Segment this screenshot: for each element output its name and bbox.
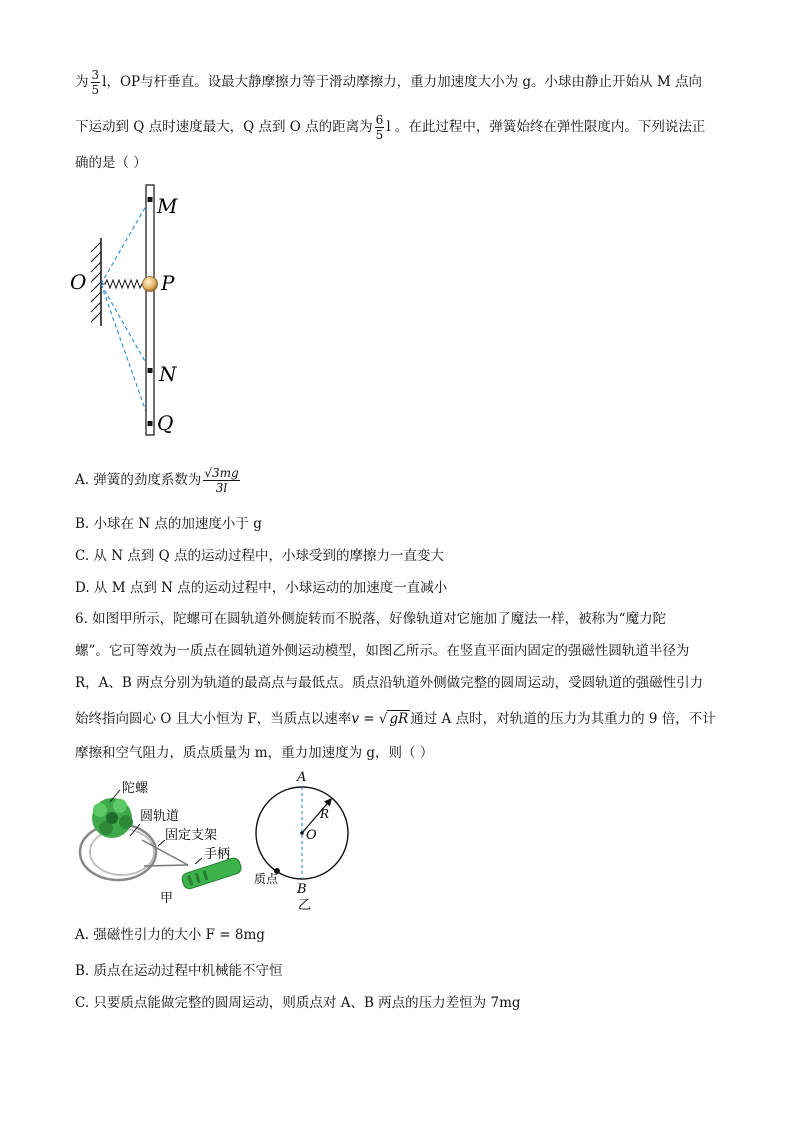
q5-option-c: C. 从 N 点到 Q 点的运动过程中，小球受到的摩擦力一直变大 (75, 548, 444, 564)
label-r: R (320, 807, 330, 821)
caption-yi: 乙 (298, 898, 312, 913)
sqrt-gr: √ gR (378, 711, 409, 727)
figure-yi-circle-track (250, 765, 370, 915)
wall-hatch (91, 242, 101, 322)
label-q: Q (157, 411, 174, 435)
spring (101, 280, 145, 288)
label-o: O (70, 270, 87, 294)
rod (146, 185, 154, 435)
label-gyro: 陀螺 (122, 781, 149, 796)
q6-option-b: B. 质点在运动过程中机械能不守恒 (75, 963, 283, 979)
q6-line-3: R，A、B 两点分别为轨道的最高点与最低点。质点沿轨道外侧做完整的圆周运动，受圆轨道的强磁性引力 (75, 675, 704, 691)
figure-jia-magic-gyro (70, 780, 260, 910)
q6-option-c: C. 只要质点能做完整的圆周运动，则质点对 A、B 两点的压力差恒为 7mg (75, 995, 521, 1011)
q5-text: l 。在此过程中，弹簧始终在弹性限度内。下列说法正 (386, 119, 706, 135)
ring-inner (90, 829, 154, 875)
label-mass-point: 质点 (254, 872, 279, 886)
q5-line-2 (75, 113, 734, 142)
fraction-3-5: $\frac{3}{5}$ (91, 68, 100, 97)
q6-line-4: 始终指向圆心 O 且大小恒为 F，当质点以速率v = √ gR 通过 A 点时，对轨道的压力为其重力的 9 倍，不计 (75, 711, 716, 727)
label-n: N (159, 362, 177, 386)
center-point (300, 831, 304, 835)
bracket (142, 840, 188, 865)
q5-option-a: A. 弹簧的劲度系数为 $\frac{√3mg}{3l}$ (75, 466, 239, 495)
marker-q (148, 421, 153, 426)
q5-text: l，OP与杆垂直。设最大静摩擦力等于滑动摩擦力，重力加速度大小为 g。小球由静止开始从 M 点向 (102, 74, 702, 90)
q6-line-1: 6. 如图甲所示，陀螺可在圆轨道外侧旋转而不脱落，好像轨道对它施加了魔法一样，被称为“魔力陀 (75, 611, 667, 627)
marker-n (148, 368, 153, 373)
ball (143, 277, 158, 292)
q5-text: 为 (75, 74, 89, 90)
q5-option-b: B. 小球在 N 点的加速度小于 g (75, 516, 262, 532)
caption-jia: 甲 (160, 891, 174, 906)
label-b: B (297, 882, 307, 897)
fraction-6-5: $\frac{6}{5}$ (375, 113, 384, 142)
q6-option-a: A. 强磁性引力的大小 F = 8mg (75, 927, 265, 943)
dashed-lines (101, 199, 150, 423)
q5-line-1 (75, 68, 734, 97)
rod-spring-diagram (65, 180, 205, 442)
q5-option-d: D. 从 M 点到 N 点的运动过程中，小球运动的加速度一直减小 (75, 580, 448, 596)
fraction-spring-constant: $\frac{√3mg}{3l}$ (204, 466, 239, 495)
label-bracket: 固定支架 (165, 828, 218, 843)
q6-line-5: 摩擦和空气阻力，质点质量为 m，重力加速度为 g，则（ ） (75, 745, 434, 761)
label-a: A (297, 770, 307, 785)
marker-m (148, 197, 153, 202)
label-o: O (306, 828, 317, 843)
label-handle: 手柄 (204, 847, 231, 862)
q5-line-3: 确的是（ ） (75, 155, 147, 171)
q6-line-2: 螺”。它可等效为一质点在圆轨道外侧运动模型，如图乙所示。在竖直平面内固定的强磁性圆轨道半径为 (75, 643, 690, 659)
gyro (92, 798, 133, 838)
label-track: 圆轨道 (140, 809, 180, 824)
label-p: P (161, 271, 175, 295)
q5-text: 下运动到 Q 点时速度最大，Q 点到 O 点的距离为 (75, 119, 373, 135)
label-m: M (157, 194, 178, 218)
